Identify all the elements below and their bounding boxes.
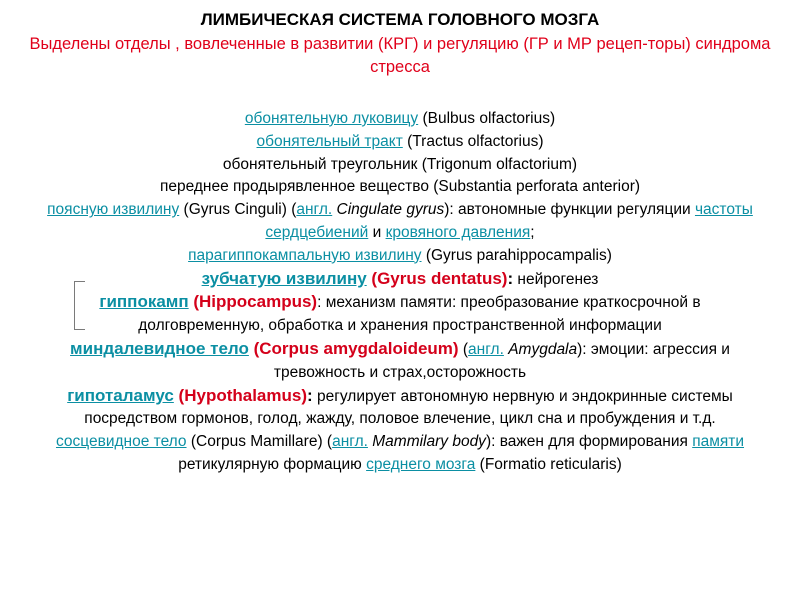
- parahippocampal-latin: (Gyrus parahippocampalis): [421, 246, 612, 264]
- hypothalamus-latin: (Hypothalamus): [173, 385, 308, 405]
- blood-pressure-link[interactable]: кровяного давления: [385, 223, 531, 241]
- memory-link[interactable]: памяти: [692, 433, 745, 451]
- hypothalamus-link[interactable]: гипоталамус: [67, 385, 174, 405]
- item-trigonum: обонятельный треугольник (Trigonum olfactorium): [222, 155, 578, 173]
- mamillary-link[interactable]: сосцевидное тело: [55, 433, 187, 451]
- amygdala-open: (: [458, 340, 469, 358]
- amygdala-desc: ): эмоции: агрессия и тревожность и страх,осторожность: [273, 340, 730, 381]
- structure-list: [40, 108, 760, 477]
- amygdala-latin: (Corpus amygdaloideum): [248, 338, 459, 358]
- tract-link[interactable]: обонятельный тракт: [256, 132, 403, 150]
- hippocampus-desc: : механизм памяти: преобразование краткосрочной в долговременную, обработка и хранения пространственной информации: [138, 294, 701, 335]
- heart-rate-link[interactable]: частоты сердцебиений: [265, 201, 753, 241]
- item-tract: [40, 131, 760, 154]
- dentate-desc: нейрогенез: [513, 270, 599, 288]
- midbrain-link[interactable]: среднего мозга: [366, 455, 476, 473]
- amygdala-eng-link[interactable]: англ.: [468, 340, 504, 358]
- item-amygdala: [40, 338, 760, 385]
- hypothalamus-desc: регулирует автономную нервную и эндокринные системы посредством гормонов, голод, жажду, половое влечение, цикл сна и пробуждения и т.д.: [84, 387, 733, 428]
- reticular-label: ретикулярную формацию: [178, 455, 367, 473]
- hypothalamus-colon: :: [307, 385, 313, 405]
- item-hippocampus: [40, 291, 760, 338]
- cingulate-and: и: [368, 223, 386, 241]
- cingulate-end: ;: [530, 223, 535, 241]
- slide-title: ЛИМБИЧЕСКАЯ СИСТЕМА ГОЛОВНОГО МОЗГА: [200, 10, 600, 29]
- mamillary-eng-link[interactable]: англ.: [332, 433, 368, 451]
- hippocampus-link[interactable]: гиппокамп: [99, 292, 189, 312]
- cingulate-link[interactable]: поясную извилину: [47, 201, 180, 219]
- parahippocampal-link[interactable]: парагиппокампальную извилину: [188, 246, 422, 264]
- bulbus-latin: (Bulbus olfactorius): [418, 110, 556, 127]
- mamillary-desc: ): важен для формирования: [485, 433, 693, 451]
- item-dentate: [40, 268, 760, 292]
- cingulate-latin: (Gyrus Cinguli) (: [179, 201, 297, 219]
- item-cingulate: [40, 199, 760, 245]
- reticular-latin: (Formatio reticularis): [475, 455, 622, 473]
- slide-subtitle: Выделены отделы , вовлеченные в развитии (КРГ) и регуляцию (ГР и МР рецеп-торы) синдрома стресса: [29, 35, 771, 76]
- tract-latin: (Tractus olfactorius): [402, 132, 544, 150]
- cingulate-eng-link[interactable]: англ.: [296, 201, 333, 219]
- item-hypothalamus: [40, 385, 760, 432]
- dentate-colon: :: [507, 268, 514, 288]
- item-mamillary: [40, 431, 760, 454]
- item-bulbus: [40, 108, 760, 131]
- dentate-latin: (Gyrus dentatus): [366, 268, 508, 288]
- item-reticular: [40, 454, 760, 477]
- item-parahippocampal: [40, 245, 760, 268]
- cingulate-english: Cingulate gyrus: [332, 201, 445, 219]
- amygdala-english: Amygdala: [503, 340, 578, 358]
- mamillary-english: Mammilary body: [367, 433, 486, 451]
- cingulate-desc: ): автономные функции регуляции: [444, 201, 695, 219]
- dentate-link[interactable]: зубчатую извилину: [201, 268, 367, 288]
- hippocampus-latin: (Hippocampus): [188, 292, 318, 312]
- bulbus-link[interactable]: обонятельную луковицу: [244, 110, 419, 127]
- amygdala-link[interactable]: миндалевидное тело: [70, 338, 249, 358]
- mamillary-latin: (Corpus Mamillare) (: [186, 433, 333, 451]
- item-substantia: переднее продырявленное вещество (Substantia perforata anterior): [159, 178, 641, 196]
